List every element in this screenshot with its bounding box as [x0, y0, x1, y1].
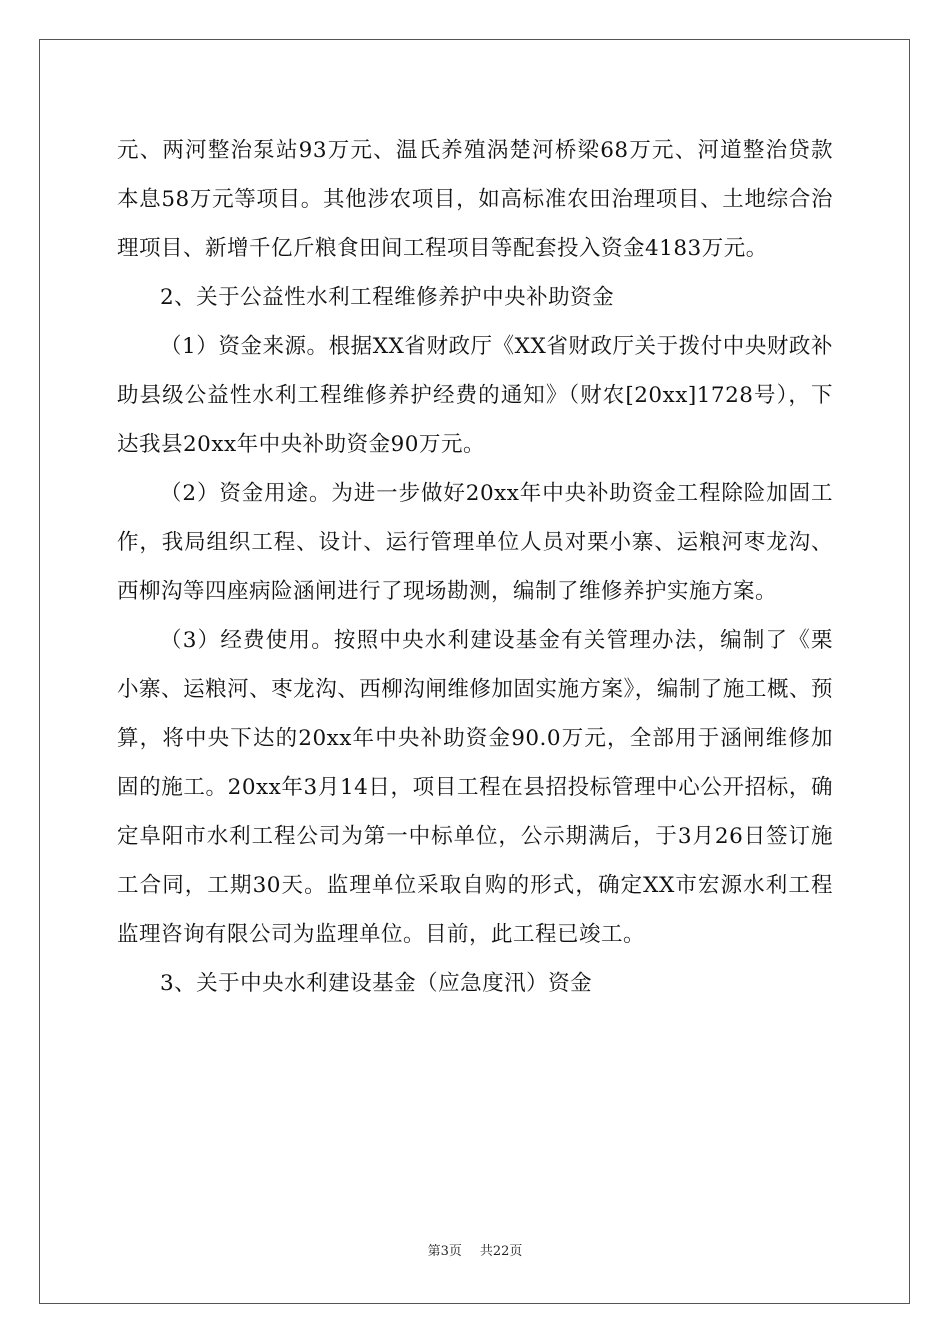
- document-body: [117, 126, 833, 1008]
- paragraph-expense-usage: （3）经费使用。按照中央水利建设基金有关管理办法，编制了《栗小寨、运粮河、枣龙沟、西柳沟闸维修加固实施方案》，编制了施工概、预算，将中央下达的20xx年中央补助资金90.0万元，全部用于涵闸维修加固的施工。20xx年3月14日，项目工程在县招投标管理中心公开招标，确定阜阳市水利工程公司为第一中标单位，公示期满后，于3月26日签订施工合同，工期30天。监理单位采取自购的形式，确定XX市宏源水利工程监理咨询有限公司为监理单位。目前，此工程已竣工。: [117, 628, 833, 947]
- section-heading-3: 3、关于中央水利建设基金（应急度汛）资金: [160, 971, 593, 996]
- paragraph-1: 元、两河整治泵站93万元、温氏养殖涡楚河桥梁68万元、河道整治贷款本息58万元等项目。其他涉农项目，如高标准农田治理项目、土地综合治理项目、新增千亿斤粮食田间工程项目等配套投入资金4183万元。: [117, 138, 833, 261]
- page-number: 第3页: [427, 1244, 462, 1259]
- section-heading-2: 2、关于公益性水利工程维修养护中央补助资金: [160, 285, 615, 310]
- paragraph-funding-purpose: （2）资金用途。为进一步做好20xx年中央补助资金工程除险加固工作，我局组织工程、设计、运行管理单位人员对栗小寨、运粮河枣龙沟、西柳沟等四座病险涵闸进行了现场勘测，编制了维修养护实施方案。: [117, 481, 833, 604]
- page-footer: [0, 1240, 950, 1259]
- page-total: 共22页: [479, 1244, 523, 1259]
- paragraph-funding-source: （1）资金来源。根据XX省财政厅《XX省财政厅关于拨付中央财政补助县级公益性水利工程维修养护经费的通知》（财农[20xx]1728号），下达我县20xx年中央补助资金90万元。: [117, 334, 833, 457]
